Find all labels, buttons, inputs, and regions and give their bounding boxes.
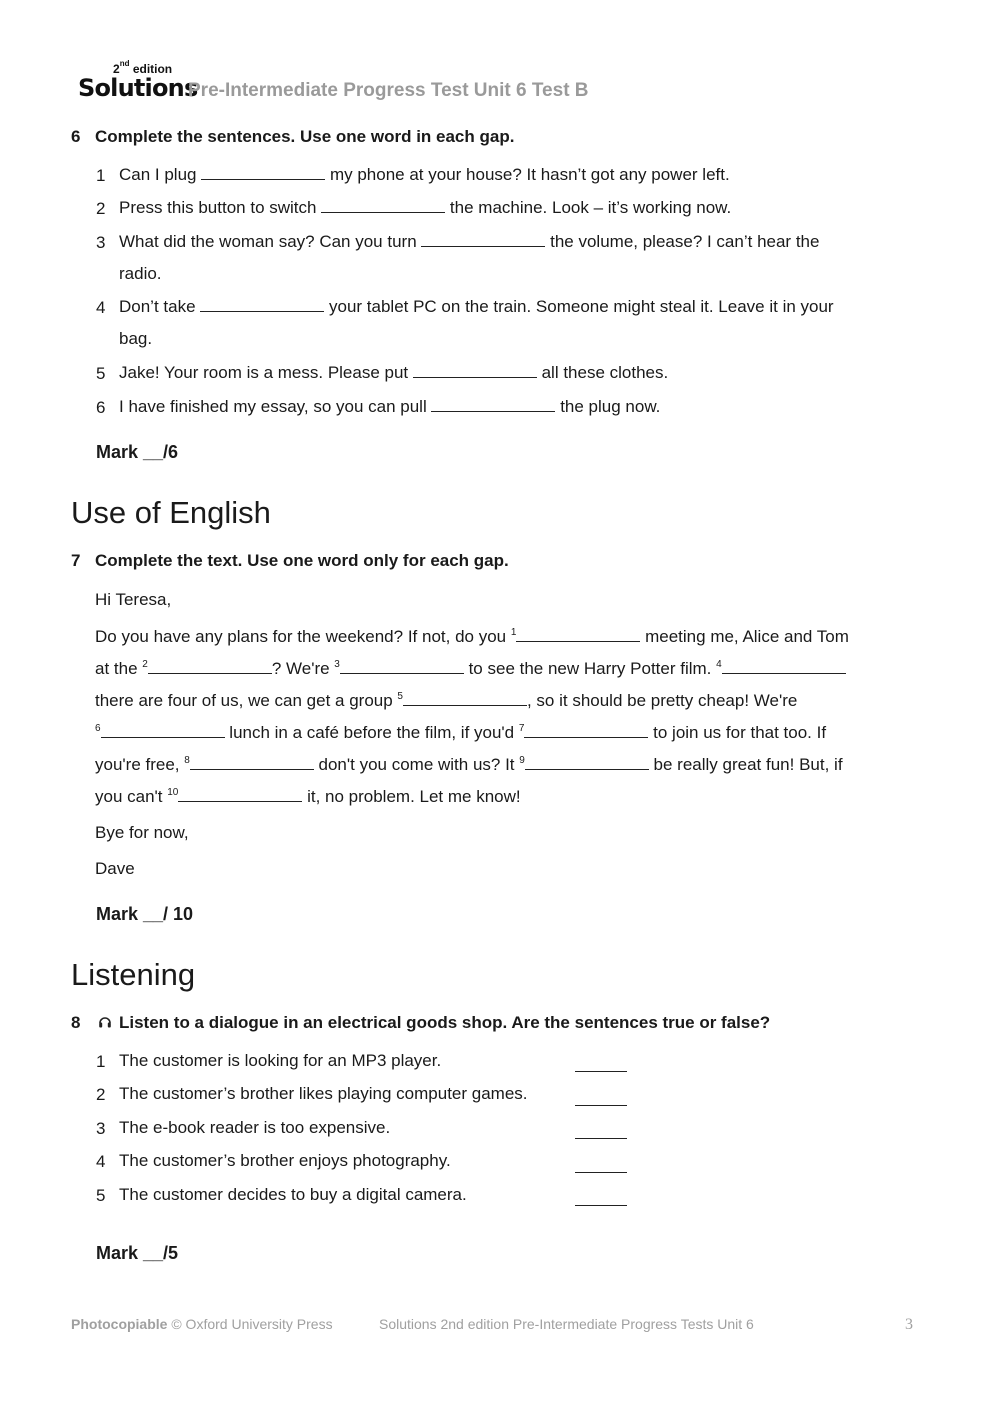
q8-item-number: 1 xyxy=(96,1052,106,1071)
letter-line: at the $^2$ ? We're $^3$ to see the new Harry Potter film. $^4$ xyxy=(95,659,846,679)
q6-item-number: 6 xyxy=(96,398,106,417)
answer-gap[interactable] xyxy=(201,165,325,180)
letter-line: you can't $^{10}$ it, no problem. Let me know! xyxy=(95,787,521,806)
solutions-logo: Solutions xyxy=(78,74,198,102)
answer-gap[interactable] xyxy=(525,755,649,770)
answer-gap[interactable] xyxy=(340,659,464,674)
answer-gap[interactable] xyxy=(200,297,324,312)
q8-item-number: 4 xyxy=(96,1152,106,1171)
answer-gap[interactable] xyxy=(516,627,640,642)
q8-item-5: The customer decides to buy a digital camera. xyxy=(119,1185,467,1204)
q8-item-1: The customer is looking for an MP3 player. xyxy=(119,1051,442,1070)
question-6-instruction: Complete the sentences. Use one word in each gap. xyxy=(95,127,515,146)
question-7-instruction: Complete the text. Use one word only for each gap. xyxy=(95,551,509,570)
answer-gap[interactable] xyxy=(722,659,846,674)
q6-item-number: 4 xyxy=(96,298,106,317)
answer-gap[interactable] xyxy=(421,232,545,247)
true-false-answer-blank[interactable] xyxy=(575,1171,627,1173)
letter-greeting: Hi Teresa, xyxy=(95,590,172,609)
answer-gap[interactable] xyxy=(403,691,527,706)
letter-line: Do you have any plans for the weekend? If not, do you $^1$ meeting me, Alice and Tom xyxy=(95,627,849,646)
q8-item-3: The e-book reader is too expensive. xyxy=(119,1118,391,1137)
q8-item-number: 2 xyxy=(96,1085,106,1104)
true-false-answer-blank[interactable] xyxy=(575,1104,627,1106)
q7-mark: Mark __/ 10 xyxy=(96,904,194,924)
q6-item-3: What did the woman say? Can you turn the volume, please? I can’t hear the radio. xyxy=(119,232,820,283)
letter-signature: Dave xyxy=(95,859,135,878)
answer-gap[interactable] xyxy=(413,363,537,378)
section-title-listening: Listening xyxy=(71,957,196,992)
question-8-instruction: Listen to a dialogue in an electrical goods shop. Are the sentences true or false? xyxy=(119,1013,771,1032)
page-number: 3 xyxy=(905,1316,913,1333)
letter-line: there are four of us, we can get a group $^5$ , so it should be pretty cheap! We're xyxy=(95,691,798,710)
true-false-answer-blank[interactable] xyxy=(575,1070,627,1072)
q8-item-number: 3 xyxy=(96,1119,106,1138)
letter-line: $^6$ lunch in a café before the film, if you'd $^7$ to join us for that too. If xyxy=(95,723,827,742)
q6-item-number: 3 xyxy=(96,233,106,252)
question-7-number: 7 xyxy=(71,551,81,570)
footer-copyright: Photocopiable © Oxford University Press xyxy=(71,1316,333,1332)
answer-gap[interactable] xyxy=(190,755,314,770)
answer-gap[interactable] xyxy=(178,787,302,802)
q8-item-2: The customer’s brother likes playing computer games. xyxy=(119,1084,528,1103)
answer-gap[interactable] xyxy=(148,659,272,674)
true-false-answer-blank[interactable] xyxy=(575,1137,627,1139)
q6-item-1: Can I plug my phone at your house? It hasn’t got any power left. xyxy=(119,165,730,184)
q8-item-number: 5 xyxy=(96,1186,106,1205)
logo-edition: 2nd edition xyxy=(113,59,173,76)
letter-line: you're free, $^8$ don't you come with us? It $^9$ be really great fun! But, if xyxy=(95,755,843,774)
answer-gap[interactable] xyxy=(321,198,445,213)
page-header-title: Pre-Intermediate Progress Test Unit 6 Test B xyxy=(188,80,589,101)
q8-mark: Mark __/5 xyxy=(96,1243,179,1263)
q6-item-4: Don’t take your tablet PC on the train. Someone might steal it. Leave it in your bag. xyxy=(119,297,834,348)
q6-item-2: Press this button to switch the machine. Look – it’s working now. xyxy=(119,198,732,217)
q6-mark: Mark __/6 xyxy=(96,442,179,462)
q6-item-number: 2 xyxy=(96,199,106,218)
q8-item-4: The customer’s brother enjoys photography. xyxy=(119,1151,451,1170)
question-6-number: 6 xyxy=(71,127,81,146)
q6-item-6: I have finished my essay, so you can pull the plug now. xyxy=(119,397,661,416)
true-false-answer-blank[interactable] xyxy=(575,1204,627,1206)
footer-series: Solutions 2nd edition Pre-Intermediate Progress Tests Unit 6 xyxy=(379,1316,754,1332)
headphones-icon xyxy=(98,1015,112,1029)
section-title-use-of-english: Use of English xyxy=(71,495,271,530)
letter-signoff: Bye for now, xyxy=(95,823,189,842)
answer-gap[interactable] xyxy=(524,723,648,738)
q6-item-5: Jake! Your room is a mess. Please put all these clothes. xyxy=(119,363,669,382)
answer-gap[interactable] xyxy=(101,723,225,738)
q6-item-number: 1 xyxy=(96,166,106,185)
answer-gap[interactable] xyxy=(431,397,555,412)
q6-item-number: 5 xyxy=(96,364,106,383)
question-8-number: 8 xyxy=(71,1013,81,1032)
